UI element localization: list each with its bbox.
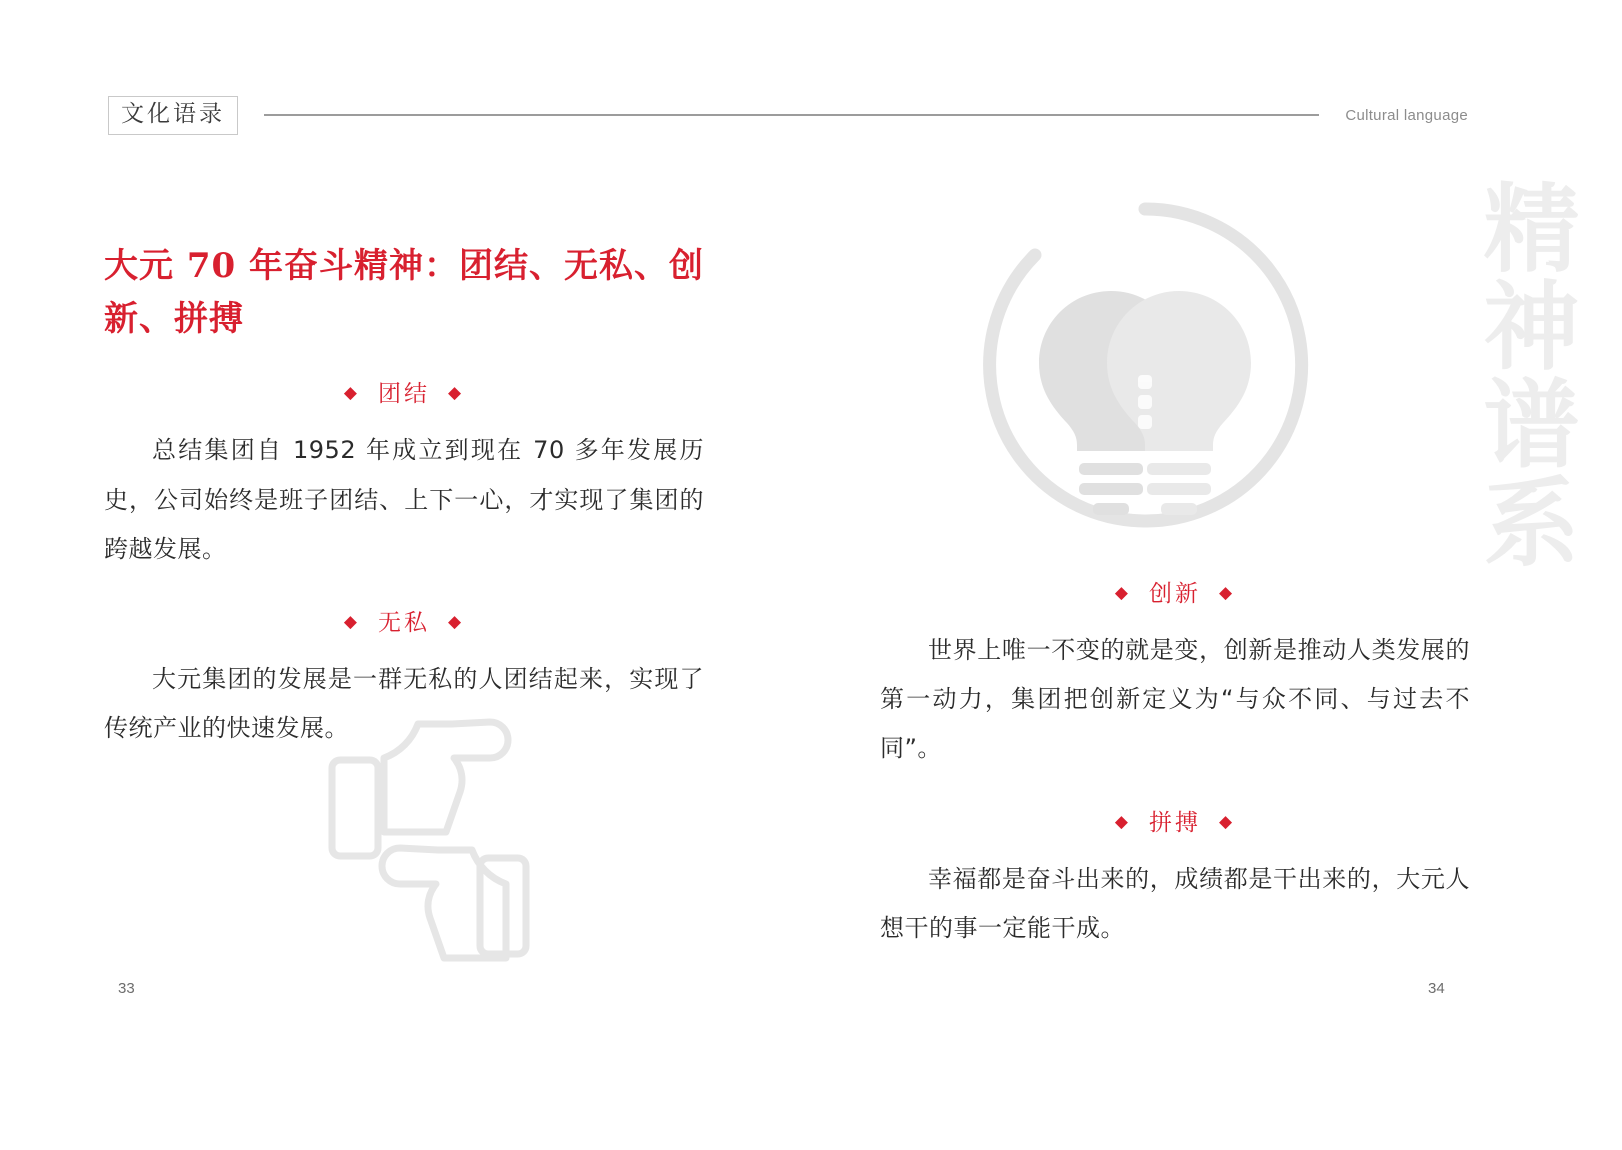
section-tag: 文化语录 bbox=[108, 96, 238, 135]
subsection-heading-label: 拼搏 bbox=[1149, 809, 1201, 836]
diamond-icon-right: ◆ bbox=[1219, 583, 1236, 603]
paragraph-tuanjie: 总结集团自 1952 年成立到现在 70 多年发展历史，公司始终是班子团结、上下一心，才实现了集团的跨越发展。 bbox=[104, 436, 704, 563]
left-column bbox=[104, 240, 704, 759]
lightbulbs-circle-icon bbox=[975, 195, 1315, 535]
page-number-left: 33 bbox=[118, 980, 135, 997]
diamond-icon-left: ◆ bbox=[1114, 583, 1131, 603]
paragraph-chuangxin: 世界上唯一不变的就是变，创新是推动人类发展的第一动力，集团把创新定义为“与众不同、与过去不同”。 bbox=[880, 636, 1470, 763]
diamond-icon-left: ◆ bbox=[1114, 811, 1131, 832]
subsection-heading-label: 创新 bbox=[1149, 581, 1201, 607]
header-divider bbox=[264, 114, 1319, 116]
page-number-right: 34 bbox=[1428, 980, 1445, 997]
subsection-heading-pinbo bbox=[880, 804, 1470, 837]
right-column bbox=[880, 545, 1470, 959]
diamond-icon-left: ◆ bbox=[343, 611, 360, 632]
section-tag-english: Cultural language bbox=[1345, 106, 1468, 124]
diamond-icon-left: ◆ bbox=[343, 383, 360, 404]
diamond-icon-right: ◆ bbox=[448, 383, 465, 404]
diamond-icon-right: ◆ bbox=[448, 611, 465, 632]
page-title: 大元 70 年奋斗精神：团结、无私、创新、拼搏 bbox=[104, 246, 704, 339]
vertical-watermark-text: 精神谱系 bbox=[1468, 178, 1581, 570]
paragraph-pinbo: 幸福都是奋斗出来的，成绩都是干出来的，大元人想干的事一定能干成。 bbox=[880, 864, 1470, 942]
diamond-icon-right: ◆ bbox=[1219, 811, 1236, 832]
subsection-heading-label: 无私 bbox=[378, 609, 430, 636]
paragraph-wusi: 大元集团的发展是一群无私的人团结起来，实现了传统产业的快速发展。 bbox=[104, 664, 704, 743]
subsection-heading-chuangxin bbox=[880, 575, 1470, 608]
subsection-heading-tuanjie bbox=[104, 375, 704, 408]
subsection-heading-wusi bbox=[104, 604, 704, 637]
subsection-heading-label: 团结 bbox=[378, 381, 430, 408]
page-header bbox=[108, 92, 1468, 138]
